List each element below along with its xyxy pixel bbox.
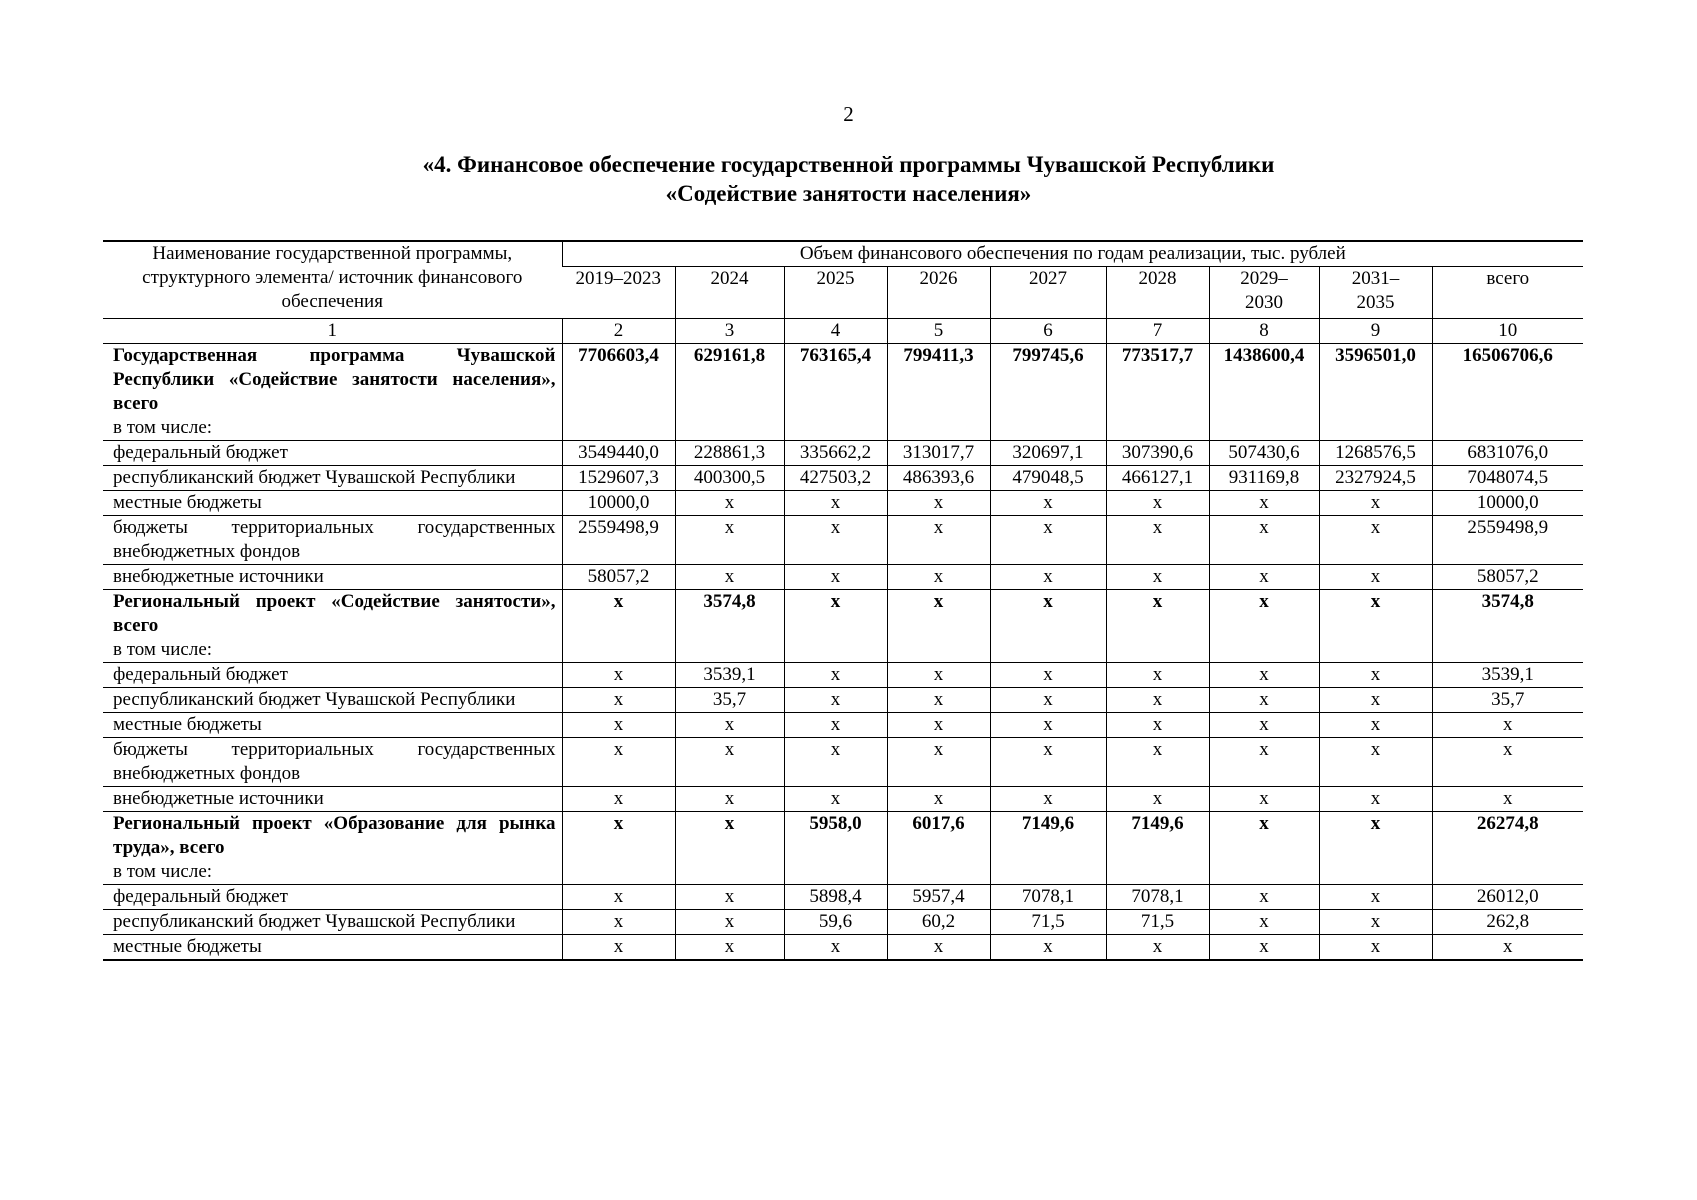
header-year: 2025 (784, 267, 887, 319)
table-row (103, 787, 1583, 812)
table-cell: х (1319, 812, 1432, 885)
table-cell: х (1106, 713, 1209, 738)
table-cell: 7078,1 (1106, 885, 1209, 910)
table-cell: 10000,0 (562, 491, 675, 516)
row-name (103, 565, 562, 590)
row-name (103, 466, 562, 491)
table-cell: 931169,8 (1209, 466, 1319, 491)
table-cell: х (1209, 713, 1319, 738)
table-cell: х (1209, 516, 1319, 565)
table-row (103, 935, 1583, 961)
table-cell: х (784, 491, 887, 516)
table-cell: х (887, 935, 990, 961)
table-row (103, 491, 1583, 516)
table-row (103, 565, 1583, 590)
table-cell: х (562, 663, 675, 688)
table-row (103, 663, 1583, 688)
row-name (103, 935, 562, 961)
table-cell: х (1319, 738, 1432, 787)
table-cell: 228861,3 (675, 441, 784, 466)
table-cell: 26012,0 (1432, 885, 1583, 910)
table-cell: х (1209, 565, 1319, 590)
table-cell: х (1319, 491, 1432, 516)
table-cell: х (1319, 885, 1432, 910)
row-name (103, 344, 562, 441)
table-row (103, 812, 1583, 885)
table-cell: х (990, 590, 1106, 663)
table-row (103, 466, 1583, 491)
row-subtitle: в том числе: (113, 417, 213, 438)
table-cell: х (1209, 738, 1319, 787)
table-cell: х (1432, 787, 1583, 812)
column-number: 4 (784, 319, 887, 344)
table-cell: 71,5 (1106, 910, 1209, 935)
column-number: 9 (1319, 319, 1432, 344)
row-name (103, 491, 562, 516)
table-cell: х (1106, 516, 1209, 565)
table-cell: 3539,1 (675, 663, 784, 688)
table-cell: х (1209, 910, 1319, 935)
table-cell: 400300,5 (675, 466, 784, 491)
table-cell: 313017,7 (887, 441, 990, 466)
row-name (103, 688, 562, 713)
table-row (103, 688, 1583, 713)
table-cell: х (675, 516, 784, 565)
table-cell: х (675, 885, 784, 910)
table-cell: х (1319, 663, 1432, 688)
row-name (103, 516, 562, 565)
table-cell: 6831076,0 (1432, 441, 1583, 466)
row-name-text: Государственная программа Чувашской Республики «Содействие занятости населения», всего (113, 345, 556, 414)
table-cell: х (1319, 590, 1432, 663)
table-cell: 1438600,4 (1209, 344, 1319, 441)
table-cell: х (990, 738, 1106, 787)
table-cell: х (1106, 688, 1209, 713)
row-name-text: республиканский бюджет Чувашской Республики (113, 911, 516, 932)
header-total: всего (1432, 267, 1583, 319)
table-cell: х (784, 516, 887, 565)
table-cell: 5898,4 (784, 885, 887, 910)
table-cell: х (784, 663, 887, 688)
table-cell: х (887, 590, 990, 663)
table-cell: х (1209, 688, 1319, 713)
table-cell: 2559498,9 (1432, 516, 1583, 565)
table-cell: 6017,6 (887, 812, 990, 885)
table-cell: х (784, 590, 887, 663)
table-cell: х (562, 885, 675, 910)
row-name-text: местные бюджеты (113, 936, 262, 957)
table-cell: 3574,8 (675, 590, 784, 663)
table-cell: х (1209, 491, 1319, 516)
financing-table (103, 240, 1583, 961)
table-cell: 3574,8 (1432, 590, 1583, 663)
table-cell: х (675, 935, 784, 961)
table-cell: х (887, 516, 990, 565)
table-cell: 71,5 (990, 910, 1106, 935)
table-cell: 10000,0 (1432, 491, 1583, 516)
table-cell: х (887, 688, 990, 713)
table-cell: х (887, 787, 990, 812)
table-cell: х (675, 910, 784, 935)
row-name-text: бюджеты территориальных государственных внебюджетных фондов (113, 517, 556, 562)
row-name-text: местные бюджеты (113, 714, 262, 735)
table-cell: х (562, 713, 675, 738)
table-cell: 799411,3 (887, 344, 990, 441)
column-number: 8 (1209, 319, 1319, 344)
table-cell: х (675, 787, 784, 812)
table-cell: 799745,6 (990, 344, 1106, 441)
table-cell: х (1319, 935, 1432, 961)
table-cell: х (887, 663, 990, 688)
table-cell: х (562, 935, 675, 961)
table-cell: 5957,4 (887, 885, 990, 910)
title-line-1: «4. Финансовое обеспечение государственной программы Чувашской Республики (422, 152, 1275, 177)
table-cell: 629161,8 (675, 344, 784, 441)
table-row (103, 516, 1583, 565)
table-cell: 7078,1 (990, 885, 1106, 910)
table-cell: х (562, 812, 675, 885)
table-cell: х (887, 565, 990, 590)
column-number: 6 (990, 319, 1106, 344)
row-subtitle: в том числе: (113, 639, 213, 660)
table-cell: 7706603,4 (562, 344, 675, 441)
column-number: 10 (1432, 319, 1583, 344)
row-name-text: Региональный проект «Образование для рынка труда», всего (113, 813, 556, 858)
table-cell: х (675, 738, 784, 787)
row-subtitle: в том числе: (113, 861, 213, 882)
header-year: 2029– 2030 (1209, 267, 1319, 319)
table-cell: 466127,1 (1106, 466, 1209, 491)
table-cell: 16506706,6 (1432, 344, 1583, 441)
row-name-text: республиканский бюджет Чувашской Республики (113, 689, 516, 710)
table-cell: 7149,6 (1106, 812, 1209, 885)
row-name-text: Региональный проект «Содействие занятости», всего (113, 591, 556, 636)
table-cell: 2327924,5 (1319, 466, 1432, 491)
table-body (103, 344, 1583, 961)
row-name-text: федеральный бюджет (113, 664, 288, 685)
table-cell: х (675, 491, 784, 516)
table-row (103, 910, 1583, 935)
table-cell: 35,7 (1432, 688, 1583, 713)
table-row (103, 713, 1583, 738)
table-cell: х (1209, 787, 1319, 812)
table-cell: х (1106, 590, 1209, 663)
table-cell: х (1209, 812, 1319, 885)
table-cell: 7048074,5 (1432, 466, 1583, 491)
table-cell: 60,2 (887, 910, 990, 935)
header-year: 2028 (1106, 267, 1209, 319)
table-cell: х (990, 516, 1106, 565)
table-cell: 2559498,9 (562, 516, 675, 565)
column-number: 3 (675, 319, 784, 344)
table-cell: х (990, 935, 1106, 961)
table-cell: 3549440,0 (562, 441, 675, 466)
row-name (103, 787, 562, 812)
title-line-2: «Содействие занятости населения» (665, 181, 1032, 206)
row-name-text: местные бюджеты (113, 492, 262, 513)
document-title (0, 150, 1697, 208)
row-name-text: внебюджетные источники (113, 566, 324, 587)
table-cell: х (887, 738, 990, 787)
table-cell: х (1319, 787, 1432, 812)
header-year: 2027 (990, 267, 1106, 319)
table-cell: х (784, 565, 887, 590)
row-name-text: бюджеты территориальных государственных внебюджетных фондов (113, 739, 556, 784)
table-cell: х (675, 812, 784, 885)
table-cell: 26274,8 (1432, 812, 1583, 885)
row-name (103, 738, 562, 787)
table-cell: х (1432, 713, 1583, 738)
table-cell: х (562, 787, 675, 812)
column-number-row (103, 319, 1583, 344)
table-cell: х (784, 935, 887, 961)
column-number: 7 (1106, 319, 1209, 344)
column-number: 5 (887, 319, 990, 344)
table-cell: х (990, 787, 1106, 812)
row-name-text: федеральный бюджет (113, 442, 288, 463)
column-number: 1 (103, 319, 562, 344)
table-cell: х (562, 738, 675, 787)
table-cell: х (1106, 565, 1209, 590)
table-cell: х (784, 787, 887, 812)
row-name (103, 663, 562, 688)
table-cell: х (784, 738, 887, 787)
table-cell: 3539,1 (1432, 663, 1583, 688)
table-cell: х (1106, 787, 1209, 812)
row-name (103, 812, 562, 885)
table-row (103, 590, 1583, 663)
table-cell: 427503,2 (784, 466, 887, 491)
table-cell: х (1106, 663, 1209, 688)
row-name-text: республиканский бюджет Чувашской Республики (113, 467, 516, 488)
table-row (103, 738, 1583, 787)
table-cell: х (1106, 935, 1209, 961)
column-number: 2 (562, 319, 675, 344)
table-cell: 58057,2 (1432, 565, 1583, 590)
table-cell: х (990, 713, 1106, 738)
header-year: 2024 (675, 267, 784, 319)
row-name (103, 910, 562, 935)
table-cell: 507430,6 (1209, 441, 1319, 466)
table-cell: 3596501,0 (1319, 344, 1432, 441)
row-name-text: внебюджетные источники (113, 788, 324, 809)
table-cell: х (1319, 713, 1432, 738)
table-cell: х (1209, 885, 1319, 910)
table-cell: х (1209, 663, 1319, 688)
table-cell: 35,7 (675, 688, 784, 713)
table-cell: х (990, 688, 1106, 713)
row-name (103, 590, 562, 663)
table-cell: х (1319, 565, 1432, 590)
table-cell: 59,6 (784, 910, 887, 935)
table-cell: х (887, 491, 990, 516)
header-year: 2019–2023 (562, 267, 675, 319)
table-cell: 479048,5 (990, 466, 1106, 491)
table-cell: х (990, 565, 1106, 590)
table-cell: 486393,6 (887, 466, 990, 491)
table-cell: х (1209, 935, 1319, 961)
table-cell: х (562, 590, 675, 663)
header-year: 2026 (887, 267, 990, 319)
table-cell: 320697,1 (990, 441, 1106, 466)
header-name-column: Наименование государственной программы, структурного элемента/ источник финансового обеспечения (103, 241, 562, 319)
row-name (103, 441, 562, 466)
table-cell: 262,8 (1432, 910, 1583, 935)
table-cell: 1268576,5 (1319, 441, 1432, 466)
table-cell: 1529607,3 (562, 466, 675, 491)
table-row (103, 885, 1583, 910)
table-row (103, 344, 1583, 441)
table-cell: х (562, 910, 675, 935)
table-cell: х (1432, 738, 1583, 787)
table-cell: х (1319, 688, 1432, 713)
table-cell: х (1106, 491, 1209, 516)
table-cell: 763165,4 (784, 344, 887, 441)
row-name (103, 713, 562, 738)
header-volume: Объем финансового обеспечения по годам реализации, тыс. рублей (562, 241, 1583, 267)
table-cell: х (1432, 935, 1583, 961)
table-cell: х (562, 688, 675, 713)
table-cell: х (1319, 910, 1432, 935)
table-cell: х (1106, 738, 1209, 787)
table-cell: 335662,2 (784, 441, 887, 466)
table-row (103, 441, 1583, 466)
table-cell: 58057,2 (562, 565, 675, 590)
table-cell: х (887, 713, 990, 738)
table-cell: х (784, 688, 887, 713)
table-cell: 5958,0 (784, 812, 887, 885)
table-cell: х (990, 663, 1106, 688)
table-cell: х (675, 565, 784, 590)
table-cell: х (1319, 516, 1432, 565)
row-name (103, 885, 562, 910)
table-cell: 7149,6 (990, 812, 1106, 885)
table-cell: 307390,6 (1106, 441, 1209, 466)
page-number: 2 (843, 102, 854, 126)
table-cell: х (1209, 590, 1319, 663)
table-cell: х (990, 491, 1106, 516)
table-cell: 773517,7 (1106, 344, 1209, 441)
table-cell: х (675, 713, 784, 738)
table-cell: х (784, 713, 887, 738)
row-name-text: федеральный бюджет (113, 886, 288, 907)
header-year: 2031– 2035 (1319, 267, 1432, 319)
